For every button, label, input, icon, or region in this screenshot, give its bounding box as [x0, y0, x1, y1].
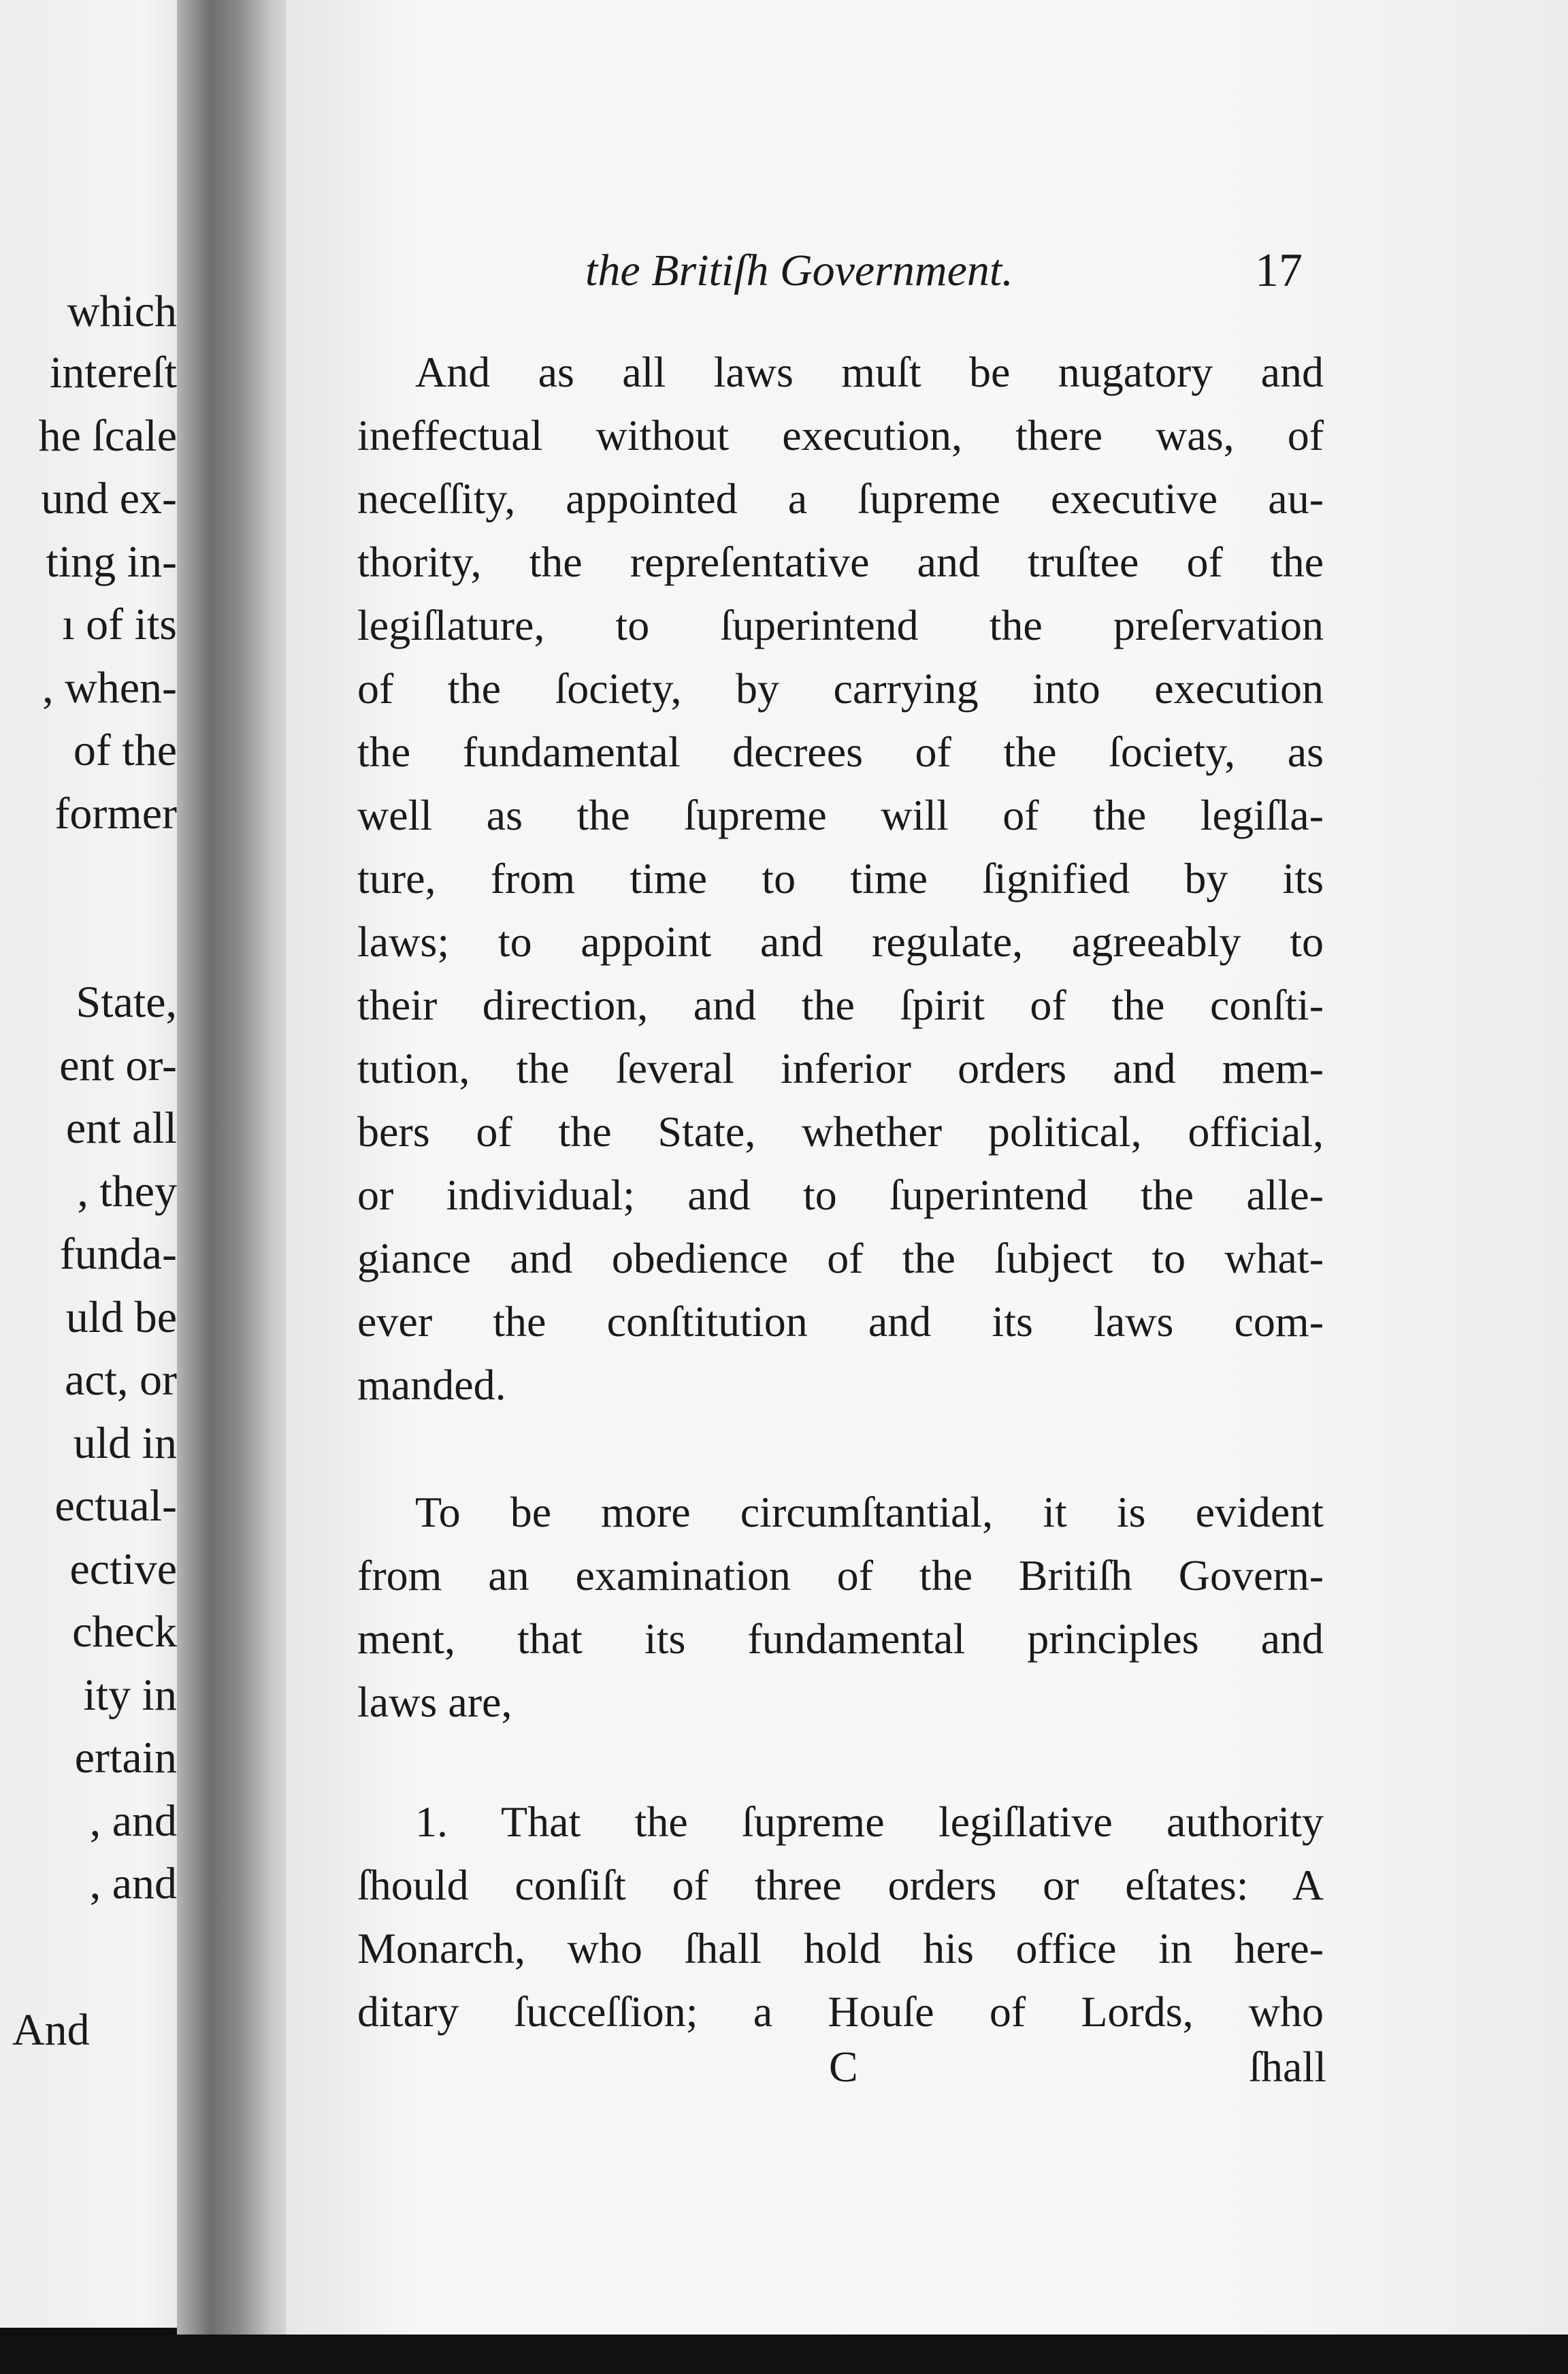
- left-page-line: ı of its: [62, 600, 177, 649]
- text-line: And as all laws muſt be nugatory and: [415, 348, 1324, 396]
- text-line: or individual; and to ſuperintend the alle-: [357, 1171, 1324, 1219]
- left-page-line: ent or-: [59, 1041, 177, 1090]
- text-line: giance and obedience of the ſubject to what-: [357, 1234, 1324, 1282]
- text-line: ditary ſucceſſion; a Houſe of Lords, who: [357, 1987, 1324, 2036]
- text-line: ſhould conſiſt of three orders or eſtates: A: [357, 1861, 1324, 1909]
- left-page-line: uld be: [65, 1292, 177, 1342]
- left-page-line: State,: [76, 977, 177, 1027]
- text-line: laws; to appoint and regulate, agreeably to: [357, 917, 1324, 966]
- catchword: ſhall: [1249, 2043, 1326, 2091]
- paragraph-1: [357, 340, 1324, 1416]
- left-page-line: funda-: [59, 1229, 177, 1279]
- left-page-line: ting in-: [46, 537, 177, 587]
- paragraph-3: [357, 1790, 1324, 2043]
- text-line: Monarch, who ſhall hold his office in here-: [357, 1924, 1324, 1972]
- left-page-line: act, or: [65, 1355, 177, 1405]
- text-line: ture, from time to time ſignified by its: [357, 854, 1324, 903]
- text-line: of the ſociety, by carrying into execution: [357, 664, 1324, 713]
- left-page-line: he ſcale: [38, 411, 177, 461]
- running-head: the Britiſh Government.: [585, 246, 1013, 295]
- text-line: To be more circumſtantial, it is evident: [415, 1488, 1324, 1536]
- text-line: laws are,: [357, 1678, 512, 1726]
- left-page-line: check: [72, 1607, 177, 1657]
- left-page-line: ertain: [74, 1733, 177, 1783]
- text-line: manded.: [357, 1361, 506, 1409]
- left-page-line: And: [12, 2005, 90, 2055]
- text-line: legiſlature, to ſuperintend the preſervation: [357, 601, 1324, 649]
- left-page-line: ective: [69, 1544, 177, 1594]
- paragraph-2: [357, 1480, 1324, 1734]
- page-number: 17: [1255, 244, 1303, 297]
- text-line: ment, that its fundamental principles and: [357, 1614, 1324, 1663]
- left-page-line: of the: [73, 726, 177, 775]
- text-line: ineffectual without execution, there was, of: [357, 411, 1324, 459]
- left-page-line: ectual-: [54, 1481, 177, 1531]
- scan-border: [0, 2335, 1568, 2374]
- text-line: from an examination of the Britiſh Govern-: [357, 1551, 1324, 1599]
- left-page-line: intereſt: [50, 348, 177, 397]
- left-page-line: , and: [89, 1796, 177, 1846]
- left-page-line: ent all: [65, 1103, 177, 1153]
- text-line: ever the conſtitution and its laws com-: [357, 1297, 1324, 1346]
- left-page-line: which: [67, 287, 177, 336]
- left-page-line: , they: [77, 1167, 177, 1216]
- text-line: thority, the repreſentative and truſtee of the: [357, 538, 1324, 586]
- left-page-line: former: [54, 789, 177, 839]
- left-page-line: uld in: [73, 1418, 177, 1468]
- text-line: well as the ſupreme will of the legiſla-: [357, 791, 1324, 839]
- text-line: bers of the State, whether political, official,: [357, 1107, 1324, 1156]
- left-page-line: ity in: [83, 1670, 177, 1720]
- signature-mark: C: [829, 2043, 858, 2091]
- left-page-line: , and: [89, 1859, 177, 1908]
- text-line: neceſſity, appointed a ſupreme executive au-: [357, 474, 1324, 523]
- left-page-line: , when-: [42, 663, 177, 713]
- text-line: 1. That the ſupreme legiſlative authority: [415, 1798, 1324, 1846]
- left-page-line: und ex-: [41, 474, 177, 523]
- text-line: the fundamental decrees of the ſociety, as: [357, 728, 1324, 776]
- text-line: their direction, and the ſpirit of the conſti-: [357, 981, 1324, 1029]
- text-line: tution, the ſeveral inferior orders and mem-: [357, 1044, 1324, 1092]
